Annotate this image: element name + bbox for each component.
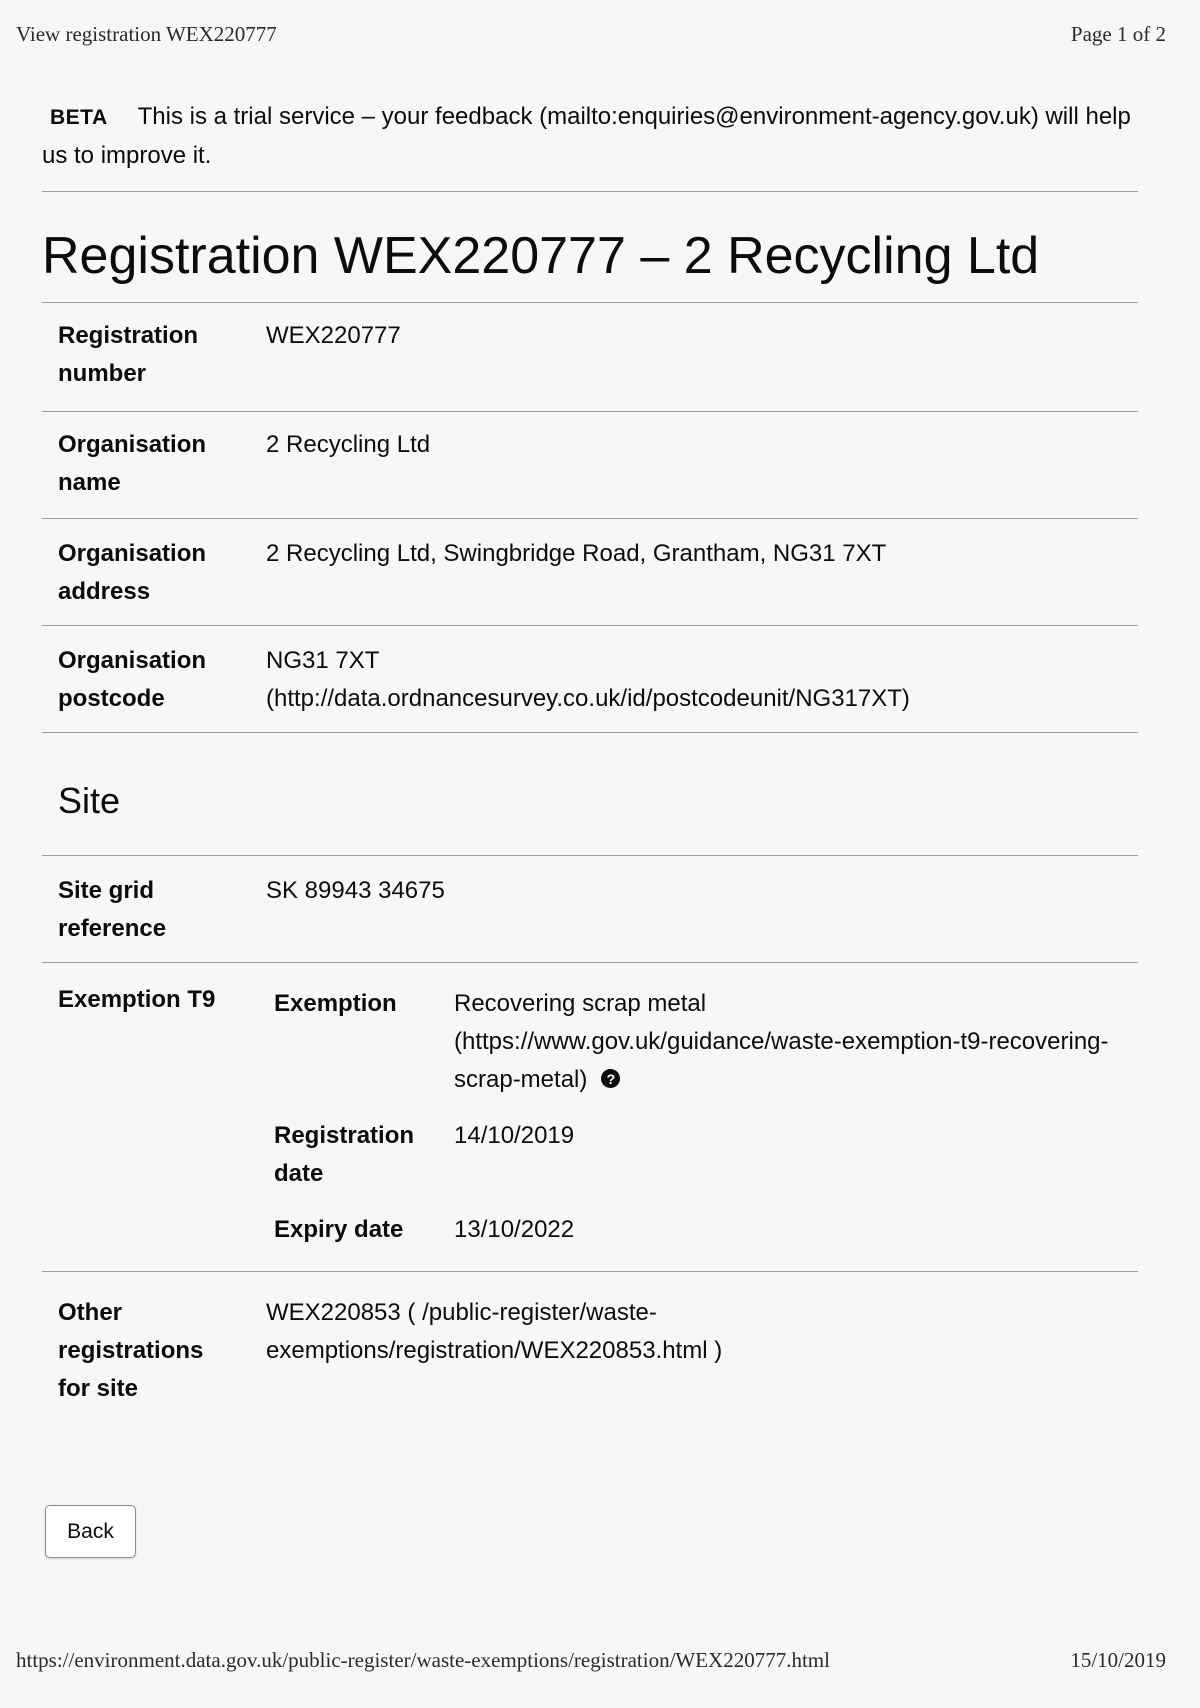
main-content	[42, 98, 1138, 1418]
beta-banner-text: This is a trial service – your feedback (mailto:enquiries@environment-agency.gov.uk) will help us to improve it.	[42, 103, 1131, 169]
beta-banner	[42, 98, 1138, 192]
organisation-name-value: 2 Recycling Ltd	[266, 431, 431, 458]
registration-number-row	[42, 303, 1138, 412]
expiry-date-row	[266, 1211, 1138, 1249]
postcode-text: NG31 7XT	[266, 647, 380, 674]
expiry-date-key: Expiry date	[274, 1216, 404, 1243]
print-page-number: Page 1 of 2	[1070, 22, 1166, 46]
registration-number-value: WEX220777	[266, 322, 401, 349]
exemption-details	[248, 981, 1138, 1249]
exemption-sub-row	[266, 985, 1138, 1099]
organisation-postcode-key: Organisation postcode	[58, 647, 207, 712]
site-grid-reference-key: Site grid reference	[58, 877, 167, 942]
print-footer-url: https://environment.data.gov.uk/public-register/waste-exemptions/registration/WEX220777.html	[16, 1648, 830, 1672]
exemption-link-line	[454, 1023, 1138, 1099]
print-footer-date: 15/10/2019	[1070, 1648, 1166, 1672]
site-grid-reference-value: SK 89943 34675	[266, 877, 445, 904]
help-icon[interactable]: ?	[601, 1069, 620, 1088]
exemption-name: Recovering scrap metal	[454, 990, 707, 1017]
postcode-link[interactable]: (http://data.ordnancesurvey.co.uk/id/postcodeunit/NG317XT)	[266, 685, 910, 712]
print-header	[16, 22, 1166, 47]
expiry-date-value: 13/10/2022	[454, 1216, 575, 1243]
organisation-name-key: Organisation name	[58, 431, 207, 496]
print-footer	[16, 1648, 1166, 1673]
registration-date-value: 14/10/2019	[454, 1122, 575, 1149]
organisation-address-value: 2 Recycling Ltd, Swingbridge Road, Grantham, NG31 7XT	[266, 540, 887, 567]
organisation-address-row	[42, 519, 1138, 626]
registration-number-key: Registration number	[58, 322, 199, 387]
back-button[interactable]: Back	[45, 1505, 136, 1558]
exemption-sub-key: Exemption	[274, 990, 397, 1017]
registration-date-row	[266, 1117, 1138, 1193]
organisation-address-key: Organisation address	[58, 540, 207, 605]
site-grid-reference-row	[42, 856, 1138, 963]
other-registrations-row	[42, 1272, 1138, 1418]
site-heading: Site	[42, 733, 1138, 856]
exemption-sub-value	[454, 985, 1138, 1099]
other-registrations-link[interactable]: WEX220853 ( /public-register/waste-exemptions/registration/WEX220853.html )	[266, 1299, 723, 1364]
page-title: Registration WEX220777 – 2 Recycling Ltd	[42, 226, 1138, 303]
organisation-postcode-value	[248, 642, 1138, 718]
registration-date-key: Registration date	[274, 1122, 415, 1187]
beta-tag: BETA	[50, 106, 108, 129]
organisation-postcode-row	[42, 626, 1138, 733]
exemption-key: Exemption T9	[58, 986, 216, 1013]
print-header-title: View registration WEX220777	[16, 22, 277, 46]
organisation-name-row	[42, 412, 1138, 519]
exemption-row	[42, 963, 1138, 1272]
exemption-guidance-link[interactable]: (https://www.gov.uk/guidance/waste-exemption-t9-recovering-scrap-metal)	[454, 1028, 1109, 1093]
other-registrations-key: Other registrations for site	[58, 1299, 204, 1402]
